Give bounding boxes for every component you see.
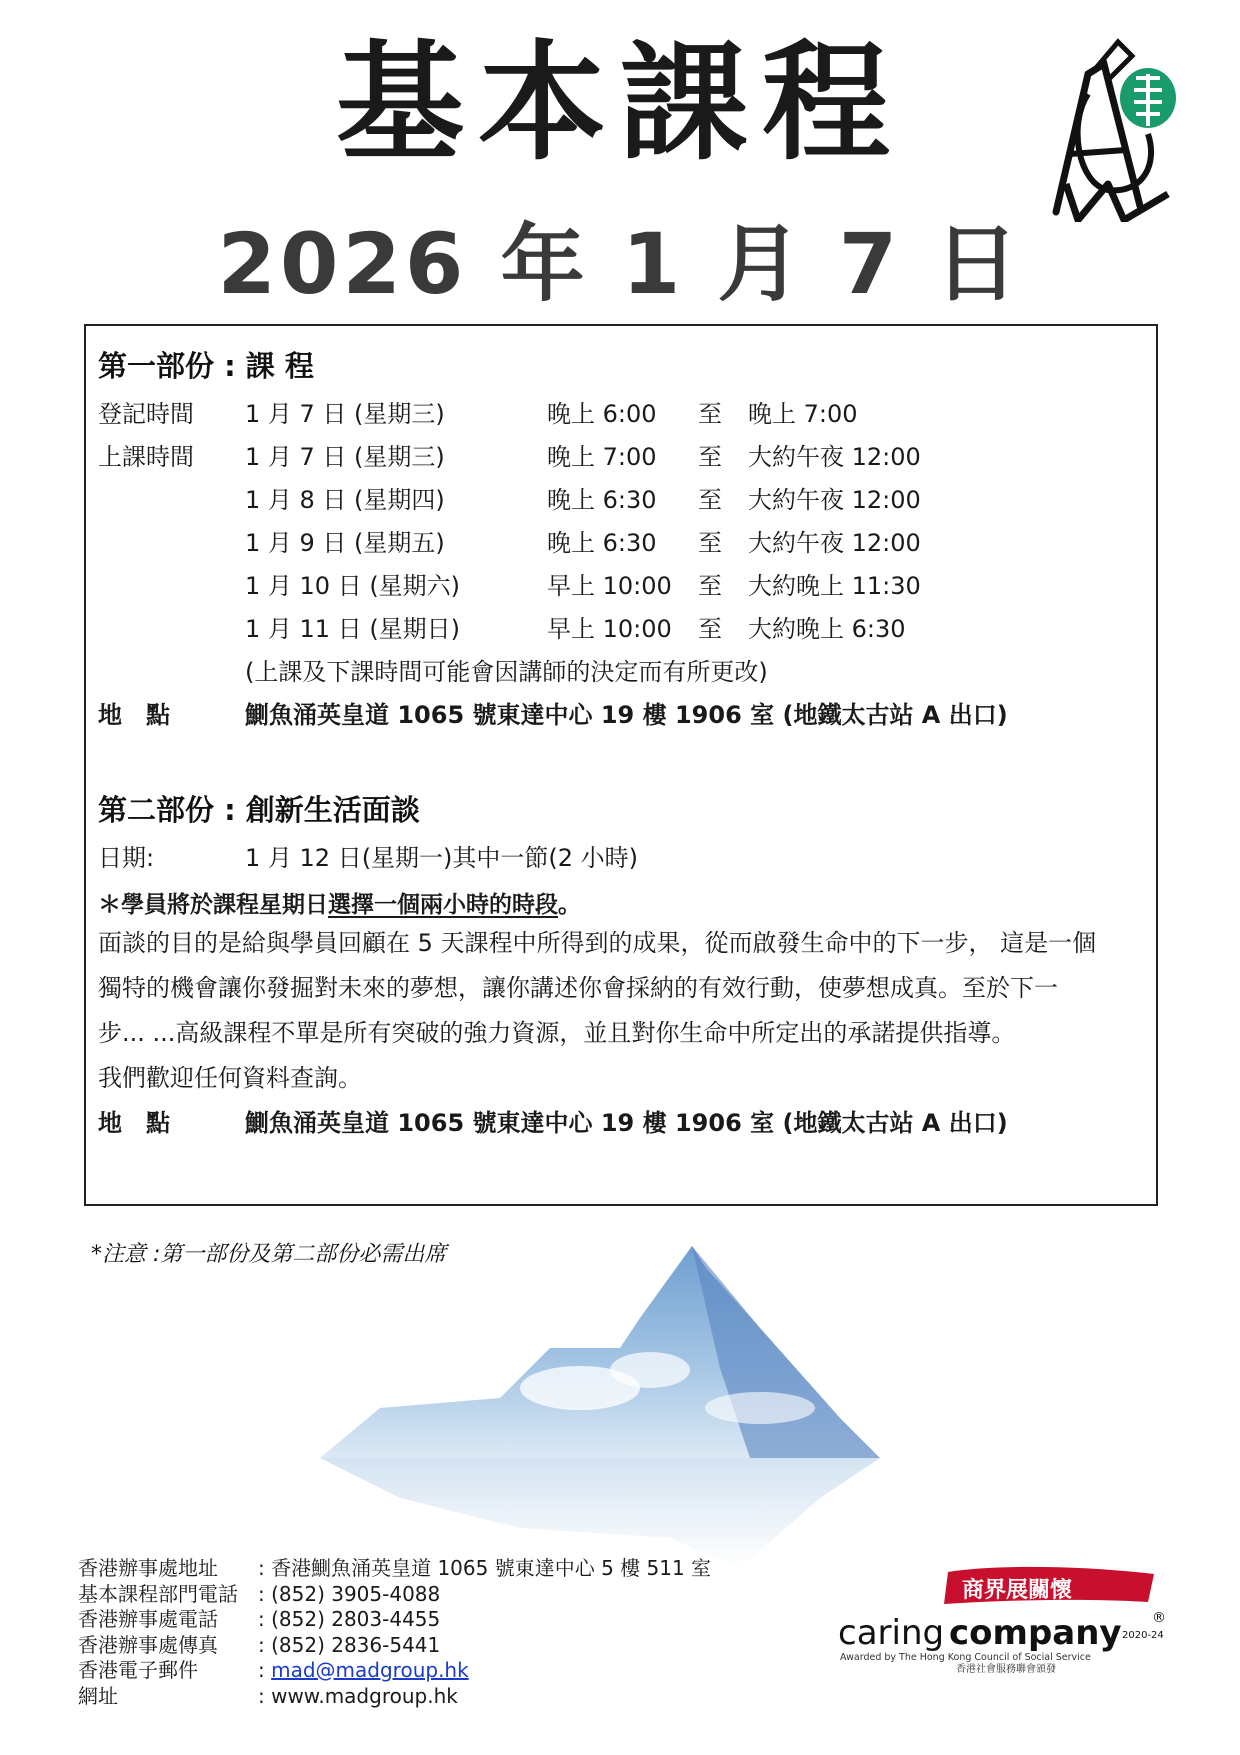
row-end-time: 大約午夜 12:00	[748, 486, 921, 514]
footer-value	[258, 1658, 469, 1684]
note-prefix: ＊學員將於課程星期日	[98, 892, 328, 918]
footer-label: 香港辦事處傳真	[78, 1632, 218, 1657]
schedule-row	[86, 437, 1156, 477]
course-details-box	[84, 324, 1158, 1206]
location-label: 地 點	[98, 701, 170, 729]
location-label: 地 點	[98, 1109, 170, 1137]
row-date: 1 月 9 日 (星期五)	[245, 529, 445, 557]
date-label: 日期:	[98, 844, 155, 872]
footer-row	[78, 1556, 778, 1582]
footer-label: 香港辦事處地址	[78, 1556, 218, 1580]
schedule-row	[86, 394, 1156, 434]
row-date: 1 月 11 日 (星期日)	[245, 615, 461, 643]
schedule-row	[86, 609, 1156, 649]
footer-row	[78, 1607, 778, 1633]
row-start-time: 晚上 6:00	[547, 400, 657, 428]
location-row	[86, 1103, 1156, 1143]
row-to: 至	[698, 529, 722, 557]
location-row	[86, 695, 1156, 735]
footer-label: 網址	[78, 1683, 118, 1708]
location-address: 鰂魚涌英皇道 1065 號東達中心 19 樓 1906 室 (地鐵太古站 A 出口)	[245, 701, 1008, 729]
company-word: company	[949, 1613, 1122, 1653]
schedule-row	[86, 523, 1156, 563]
description-line: 步... ...高級課程不單是所有突破的強力資源，並且對你生命中所定出的承諾提供指導。	[98, 1019, 1016, 1047]
part1-heading: 第一部份 : 課 程	[98, 349, 314, 383]
row-start-time: 早上 10:00	[547, 615, 672, 643]
contact-footer	[78, 1556, 778, 1709]
row-start-time: 晚上 6:30	[547, 529, 657, 557]
footer-label: 香港電子郵件	[78, 1658, 198, 1682]
interview-date-row	[86, 838, 1156, 878]
row-date: 1 月 7 日 (星期三)	[245, 400, 445, 428]
row-end-time: 大約午夜 12:00	[748, 529, 921, 557]
row-to: 至	[698, 572, 722, 600]
footer-colon: :	[258, 1658, 272, 1682]
course-date: 2026 年 1 月 7 日	[217, 215, 1023, 313]
caring-word: caring	[838, 1613, 945, 1653]
awarded-cn-text: 香港社會服務聯會頒發	[956, 1664, 1056, 1675]
row-end-time: 晚上 7:00	[748, 400, 858, 428]
row-to: 至	[698, 400, 722, 428]
footer-value: : 香港鰂魚涌英皇道 1065 號東達中心 5 樓 511 室	[258, 1556, 712, 1580]
footer-value: : www.madgroup.hk	[258, 1683, 458, 1708]
awarded-text: Awarded by The Hong Kong Council of Social Service	[840, 1652, 1091, 1663]
row-end-time: 大約晚上 6:30	[748, 615, 906, 643]
footer-row	[78, 1658, 778, 1684]
date-value: 1 月 12 日(星期一)其中一節(2 小時)	[245, 844, 639, 872]
footer-row	[78, 1582, 778, 1608]
row-label: 上課時間	[98, 443, 194, 471]
email-link[interactable]: mad@madgroup.hk	[271, 1658, 469, 1682]
caring-chinese-text: 商界展關懷	[962, 1578, 1073, 1603]
row-start-time: 晚上 7:00	[547, 443, 657, 471]
footer-value: : (852) 3905-4088	[258, 1581, 441, 1606]
footer-row	[78, 1633, 778, 1659]
row-date: 1 月 10 日 (星期六)	[245, 572, 461, 600]
footer-value: : (852) 2803-4455	[258, 1607, 441, 1631]
note-suffix: 。	[558, 892, 581, 918]
schedule-remark: (上課及下課時間可能會因講師的決定而有所更改)	[245, 658, 768, 686]
page-title: 基本課程	[335, 29, 904, 178]
row-to: 至	[698, 443, 722, 471]
iceberg-image	[320, 1238, 1160, 1578]
description-line: 獨特的機會讓你發掘對未來的夢想，讓你講述你會採納的有效行動，使夢想成真。至於下一	[98, 974, 1058, 1002]
row-start-time: 早上 10:00	[547, 572, 672, 600]
schedule-remark-row	[86, 652, 1156, 692]
caring-company-logo	[836, 1564, 1176, 1676]
row-date: 1 月 7 日 (星期三)	[245, 443, 445, 471]
description-line: 我們歡迎任何資料查詢。	[98, 1064, 362, 1092]
row-start-time: 晚上 6:30	[547, 486, 657, 514]
row-to: 至	[698, 615, 722, 643]
row-date: 1 月 8 日 (星期四)	[245, 486, 445, 514]
row-end-time: 大約午夜 12:00	[748, 443, 921, 471]
schedule-row	[86, 566, 1156, 606]
row-label: 登記時間	[98, 400, 194, 428]
interview-description	[98, 921, 1138, 1101]
footer-label: 基本課程部門電話	[78, 1581, 238, 1606]
mad-logo	[1048, 34, 1184, 222]
attendance-note: *注意 :第一部份及第二部份必需出席	[91, 1242, 447, 1267]
footer-label: 香港辦事處電話	[78, 1607, 218, 1631]
row-to: 至	[698, 486, 722, 514]
registered-mark: ®	[1152, 1610, 1166, 1626]
footer-value: : (852) 2836-5441	[258, 1632, 441, 1657]
part2-heading: 第二部份 : 創新生活面談	[98, 793, 420, 827]
description-line: 面談的目的是給與學員回顧在 5 天課程中所得到的成果，從而啟發生命中的下一步， 這是一個	[98, 929, 1097, 957]
footer-row	[78, 1684, 778, 1710]
row-end-time: 大約晚上 11:30	[748, 572, 921, 600]
schedule-row	[86, 480, 1156, 520]
location-address: 鰂魚涌英皇道 1065 號東達中心 19 樓 1906 室 (地鐵太古站 A 出口)	[245, 1109, 1008, 1137]
selection-note	[98, 886, 581, 919]
note-underlined: 選擇一個兩小時的時段	[328, 892, 558, 918]
caring-years: 2020-24	[1122, 1630, 1164, 1641]
